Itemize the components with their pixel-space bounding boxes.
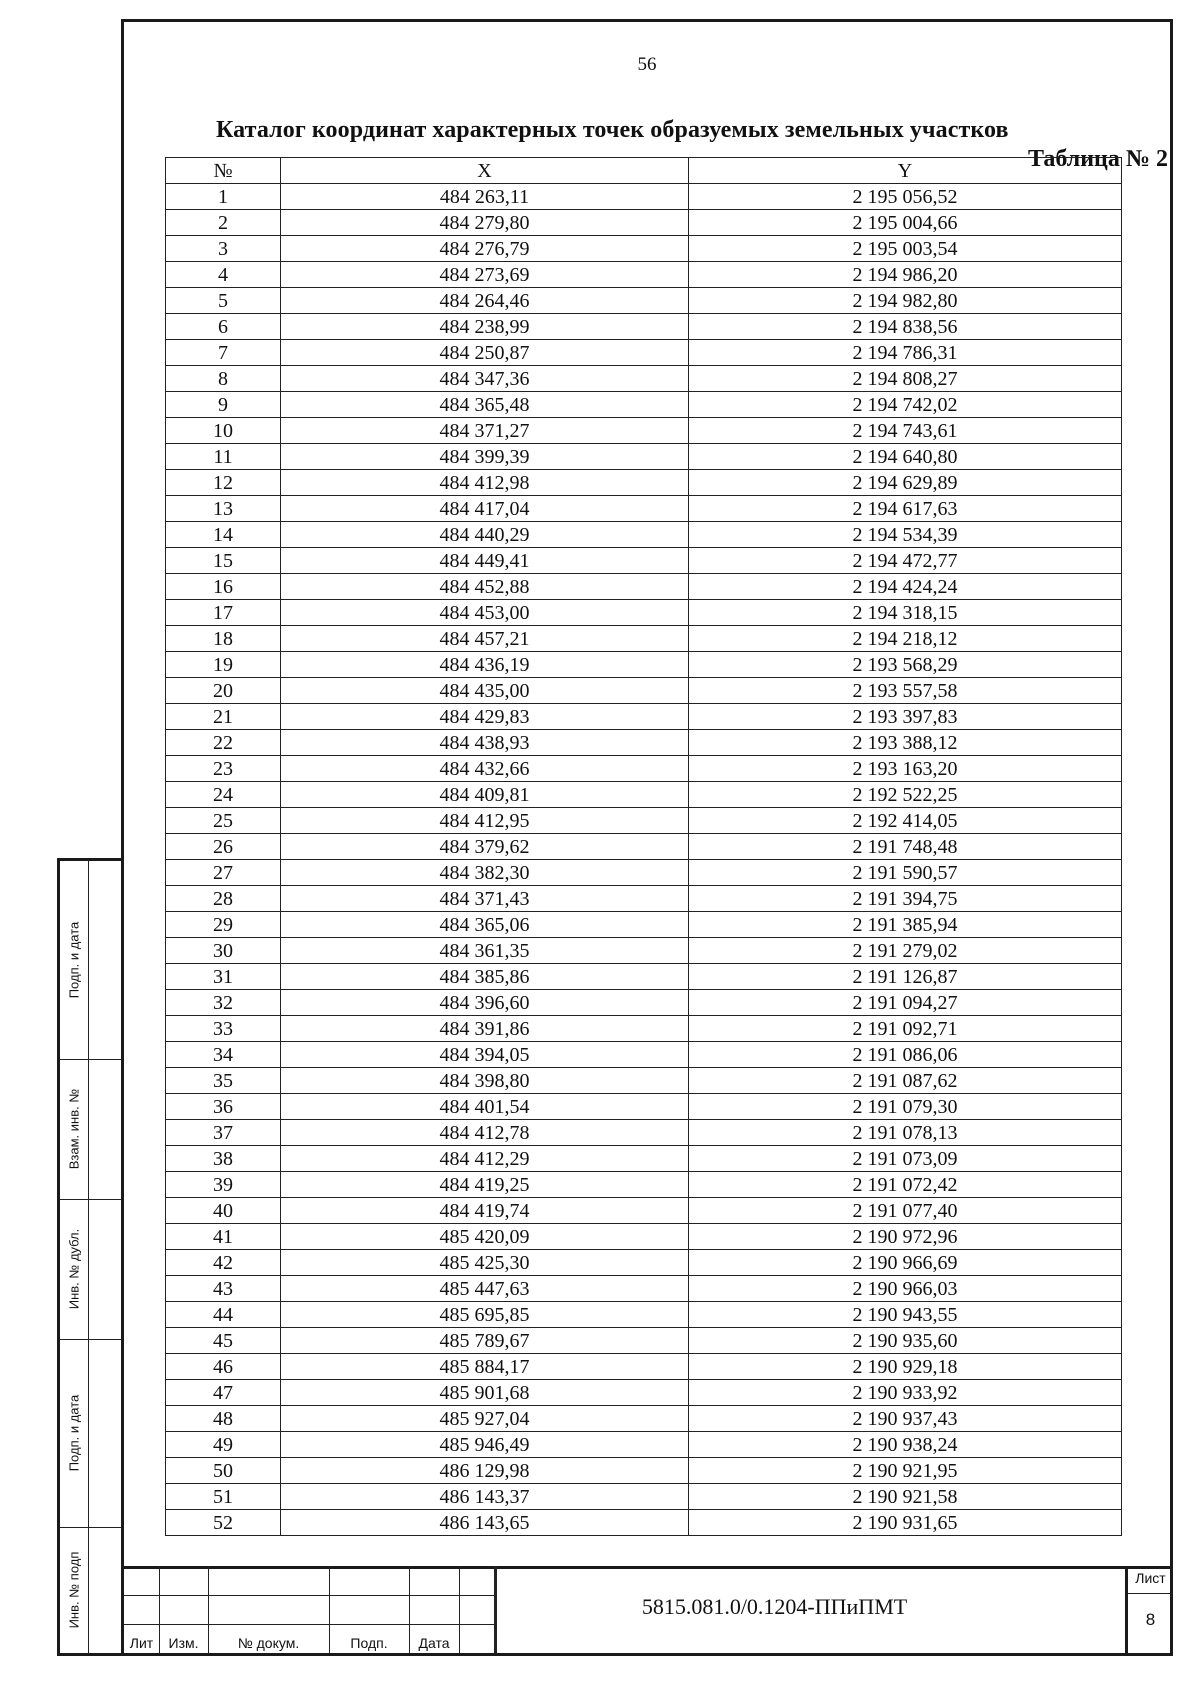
table-row	[166, 834, 1122, 860]
cell-y: 2 192 414,05	[689, 808, 1122, 834]
table-row	[166, 262, 1122, 288]
cell-y: 2 190 943,55	[689, 1302, 1122, 1328]
table-row	[166, 236, 1122, 262]
cell-x: 484 432,66	[281, 756, 689, 782]
side-label-sign-date-1: Подп. и дата	[66, 921, 82, 999]
cell-number: 41	[166, 1224, 281, 1250]
cell-number: 33	[166, 1016, 281, 1042]
table-header-row	[166, 158, 1122, 184]
cell-number: 31	[166, 964, 281, 990]
title-block	[124, 1566, 1170, 1653]
side-label-dup-inv: Инв. № дубл.	[66, 1228, 82, 1310]
cell-y: 2 190 938,24	[689, 1432, 1122, 1458]
side-label-original-inv: Инв. № подп	[66, 1551, 82, 1629]
cell-y: 2 194 617,63	[689, 496, 1122, 522]
header-number: №	[166, 158, 281, 184]
cell-x: 484 382,30	[281, 860, 689, 886]
table-row	[166, 912, 1122, 938]
cell-y: 2 190 937,43	[689, 1406, 1122, 1432]
stamp-col-signature: Подп.	[350, 1635, 388, 1651]
cell-number: 13	[166, 496, 281, 522]
cell-number: 51	[166, 1484, 281, 1510]
table-row	[166, 938, 1122, 964]
table-row	[166, 1146, 1122, 1172]
cell-y: 2 194 838,56	[689, 314, 1122, 340]
cell-x: 486 143,37	[281, 1484, 689, 1510]
cell-number: 36	[166, 1094, 281, 1120]
cell-x: 484 419,25	[281, 1172, 689, 1198]
cell-x: 484 379,62	[281, 834, 689, 860]
cell-y: 2 191 072,42	[689, 1172, 1122, 1198]
cell-y: 2 193 163,20	[689, 756, 1122, 782]
cell-x: 484 279,80	[281, 210, 689, 236]
cell-x: 485 695,85	[281, 1302, 689, 1328]
cell-number: 18	[166, 626, 281, 652]
cell-y: 2 191 590,57	[689, 860, 1122, 886]
cell-x: 485 927,04	[281, 1406, 689, 1432]
cell-number: 45	[166, 1328, 281, 1354]
cell-number: 11	[166, 444, 281, 470]
cell-y: 2 193 397,83	[689, 704, 1122, 730]
cell-number: 4	[166, 262, 281, 288]
document-title: Каталог координат характерных точек образуемых земельных участков	[216, 117, 1009, 143]
cell-number: 26	[166, 834, 281, 860]
cell-y: 2 191 126,87	[689, 964, 1122, 990]
cell-y: 2 193 557,58	[689, 678, 1122, 704]
cell-number: 22	[166, 730, 281, 756]
left-margin-strip	[57, 858, 121, 1656]
table-row	[166, 1120, 1122, 1146]
cell-y: 2 192 522,25	[689, 782, 1122, 808]
cell-y: 2 194 808,27	[689, 366, 1122, 392]
header-x: X	[281, 158, 689, 184]
cell-number: 9	[166, 392, 281, 418]
cell-x: 484 401,54	[281, 1094, 689, 1120]
sheet-number: 8	[1145, 1610, 1156, 1629]
cell-y: 2 190 966,69	[689, 1250, 1122, 1276]
cell-x: 484 394,05	[281, 1042, 689, 1068]
table-row	[166, 1172, 1122, 1198]
cell-x: 484 412,78	[281, 1120, 689, 1146]
stamp-col-lit: Лит	[129, 1635, 154, 1651]
stamp-col-date: Дата	[418, 1635, 450, 1651]
cell-number: 35	[166, 1068, 281, 1094]
cell-x: 484 391,86	[281, 1016, 689, 1042]
stamp-col-doc-number: № докум.	[237, 1635, 300, 1651]
cell-y: 2 193 568,29	[689, 652, 1122, 678]
cell-y: 2 191 385,94	[689, 912, 1122, 938]
cell-y: 2 195 004,66	[689, 210, 1122, 236]
cell-x: 484 396,60	[281, 990, 689, 1016]
cell-x: 484 365,06	[281, 912, 689, 938]
cell-x: 484 435,00	[281, 678, 689, 704]
table-row	[166, 1484, 1122, 1510]
cell-number: 21	[166, 704, 281, 730]
cell-x: 485 884,17	[281, 1354, 689, 1380]
cell-x: 484 449,41	[281, 548, 689, 574]
cell-number: 2	[166, 210, 281, 236]
table-row	[166, 1458, 1122, 1484]
cell-number: 7	[166, 340, 281, 366]
cell-y: 2 191 094,27	[689, 990, 1122, 1016]
table-row	[166, 1224, 1122, 1250]
cell-y: 2 190 933,92	[689, 1380, 1122, 1406]
table-row	[166, 1380, 1122, 1406]
cell-y: 2 191 079,30	[689, 1094, 1122, 1120]
cell-x: 484 398,80	[281, 1068, 689, 1094]
cell-y: 2 190 935,60	[689, 1328, 1122, 1354]
cell-number: 47	[166, 1380, 281, 1406]
cell-x: 484 276,79	[281, 236, 689, 262]
table-row	[166, 444, 1122, 470]
cell-number: 52	[166, 1510, 281, 1536]
cell-y: 2 191 394,75	[689, 886, 1122, 912]
cell-number: 48	[166, 1406, 281, 1432]
table-row	[166, 1042, 1122, 1068]
table-row	[166, 704, 1122, 730]
cell-number: 25	[166, 808, 281, 834]
cell-x: 484 453,00	[281, 600, 689, 626]
cell-y: 2 191 087,62	[689, 1068, 1122, 1094]
cell-number: 1	[166, 184, 281, 210]
cell-x: 484 440,29	[281, 522, 689, 548]
cell-y: 2 191 077,40	[689, 1198, 1122, 1224]
cell-number: 42	[166, 1250, 281, 1276]
table-row	[166, 1302, 1122, 1328]
cell-y: 2 194 742,02	[689, 392, 1122, 418]
cell-y: 2 190 929,18	[689, 1354, 1122, 1380]
table-row	[166, 756, 1122, 782]
cell-y: 2 194 986,20	[689, 262, 1122, 288]
coordinates-table	[165, 157, 1122, 1536]
table-row	[166, 366, 1122, 392]
cell-y: 2 190 931,65	[689, 1510, 1122, 1536]
cell-y: 2 191 748,48	[689, 834, 1122, 860]
cell-y: 2 191 092,71	[689, 1016, 1122, 1042]
side-label-replaced-inv: Взам. инв. №	[66, 1088, 82, 1170]
table-row	[166, 184, 1122, 210]
cell-y: 2 193 388,12	[689, 730, 1122, 756]
cell-number: 24	[166, 782, 281, 808]
cell-y: 2 194 786,31	[689, 340, 1122, 366]
cell-number: 49	[166, 1432, 281, 1458]
cell-number: 19	[166, 652, 281, 678]
title-block-grid	[124, 1566, 494, 1653]
table-row	[166, 210, 1122, 236]
cell-number: 40	[166, 1198, 281, 1224]
cell-x: 484 412,29	[281, 1146, 689, 1172]
cell-number: 28	[166, 886, 281, 912]
cell-number: 50	[166, 1458, 281, 1484]
cell-number: 30	[166, 938, 281, 964]
table-row	[166, 1354, 1122, 1380]
table-row	[166, 652, 1122, 678]
cell-number: 12	[166, 470, 281, 496]
cell-number: 43	[166, 1276, 281, 1302]
cell-number: 3	[166, 236, 281, 262]
side-label-sign-date-2: Подп. и дата	[66, 1394, 82, 1472]
cell-y: 2 194 743,61	[689, 418, 1122, 444]
cell-x: 486 129,98	[281, 1458, 689, 1484]
cell-number: 46	[166, 1354, 281, 1380]
table-row	[166, 678, 1122, 704]
page-number: 56	[637, 54, 657, 75]
cell-x: 485 946,49	[281, 1432, 689, 1458]
cell-x: 484 273,69	[281, 262, 689, 288]
cell-x: 484 452,88	[281, 574, 689, 600]
cell-x: 486 143,65	[281, 1510, 689, 1536]
cell-number: 38	[166, 1146, 281, 1172]
table-row	[166, 990, 1122, 1016]
table-row	[166, 1510, 1122, 1536]
table-row	[166, 418, 1122, 444]
cell-x: 484 371,27	[281, 418, 689, 444]
table-row	[166, 626, 1122, 652]
cell-y: 2 191 073,09	[689, 1146, 1122, 1172]
cell-y: 2 194 982,80	[689, 288, 1122, 314]
cell-y: 2 194 629,89	[689, 470, 1122, 496]
table-row	[166, 886, 1122, 912]
cell-x: 484 361,35	[281, 938, 689, 964]
cell-x: 484 263,11	[281, 184, 689, 210]
cell-x: 485 447,63	[281, 1276, 689, 1302]
header-y: Y	[689, 158, 1122, 184]
cell-number: 32	[166, 990, 281, 1016]
cell-y: 2 190 966,03	[689, 1276, 1122, 1302]
cell-number: 14	[166, 522, 281, 548]
cell-y: 2 191 086,06	[689, 1042, 1122, 1068]
cell-x: 484 238,99	[281, 314, 689, 340]
cell-number: 6	[166, 314, 281, 340]
document-frame	[121, 19, 1173, 1656]
table-row	[166, 1276, 1122, 1302]
table-row	[166, 288, 1122, 314]
cell-y: 2 194 318,15	[689, 600, 1122, 626]
cell-y: 2 191 078,13	[689, 1120, 1122, 1146]
cell-number: 8	[166, 366, 281, 392]
cell-number: 5	[166, 288, 281, 314]
cell-y: 2 194 534,39	[689, 522, 1122, 548]
cell-number: 34	[166, 1042, 281, 1068]
table-row	[166, 1094, 1122, 1120]
table-row	[166, 1016, 1122, 1042]
table-row	[166, 808, 1122, 834]
cell-number: 37	[166, 1120, 281, 1146]
cell-y: 2 191 279,02	[689, 938, 1122, 964]
cell-x: 484 347,36	[281, 366, 689, 392]
cell-x: 484 409,81	[281, 782, 689, 808]
cell-x: 484 399,39	[281, 444, 689, 470]
cell-number: 20	[166, 678, 281, 704]
table-row	[166, 1328, 1122, 1354]
table-row	[166, 1068, 1122, 1094]
table-row	[166, 730, 1122, 756]
cell-x: 485 901,68	[281, 1380, 689, 1406]
cell-x: 484 438,93	[281, 730, 689, 756]
cell-x: 484 412,98	[281, 470, 689, 496]
cell-y: 2 194 640,80	[689, 444, 1122, 470]
cell-number: 23	[166, 756, 281, 782]
cell-number: 16	[166, 574, 281, 600]
cell-x: 484 264,46	[281, 288, 689, 314]
cell-x: 484 417,04	[281, 496, 689, 522]
cell-number: 29	[166, 912, 281, 938]
cell-x: 484 436,19	[281, 652, 689, 678]
cell-x: 485 420,09	[281, 1224, 689, 1250]
cell-x: 484 412,95	[281, 808, 689, 834]
cell-number: 15	[166, 548, 281, 574]
cell-x: 484 365,48	[281, 392, 689, 418]
table-row	[166, 470, 1122, 496]
table-row	[166, 782, 1122, 808]
table-row	[166, 964, 1122, 990]
table-row	[166, 860, 1122, 886]
table-row	[166, 1406, 1122, 1432]
cell-y: 2 195 003,54	[689, 236, 1122, 262]
cell-x: 484 429,83	[281, 704, 689, 730]
table-row	[166, 496, 1122, 522]
cell-x: 484 419,74	[281, 1198, 689, 1224]
table-row	[166, 1432, 1122, 1458]
document-code: 5815.081.0/0.1204-ППиПМТ	[641, 1594, 908, 1619]
sheet-box	[1125, 1566, 1173, 1653]
cell-y: 2 194 472,77	[689, 548, 1122, 574]
cell-x: 484 250,87	[281, 340, 689, 366]
table-row	[166, 574, 1122, 600]
side-column-divider	[88, 861, 89, 1653]
cell-y: 2 190 921,58	[689, 1484, 1122, 1510]
cell-number: 39	[166, 1172, 281, 1198]
cell-number: 27	[166, 860, 281, 886]
table-row	[166, 314, 1122, 340]
cell-number: 17	[166, 600, 281, 626]
cell-y: 2 190 921,95	[689, 1458, 1122, 1484]
table-row	[166, 600, 1122, 626]
sheet-label: Лист	[1135, 1570, 1166, 1586]
cell-y: 2 194 218,12	[689, 626, 1122, 652]
cell-y: 2 190 972,96	[689, 1224, 1122, 1250]
cell-x: 485 789,67	[281, 1328, 689, 1354]
table-row	[166, 1250, 1122, 1276]
cell-x: 485 425,30	[281, 1250, 689, 1276]
table-row	[166, 522, 1122, 548]
cell-x: 484 457,21	[281, 626, 689, 652]
table-row	[166, 340, 1122, 366]
stamp-col-change: Изм.	[168, 1635, 199, 1651]
cell-y: 2 194 424,24	[689, 574, 1122, 600]
cell-x: 484 371,43	[281, 886, 689, 912]
table-label: Таблица № 2	[1027, 146, 1168, 172]
table-row	[166, 1198, 1122, 1224]
table-row	[166, 392, 1122, 418]
cell-y: 2 195 056,52	[689, 184, 1122, 210]
cell-number: 44	[166, 1302, 281, 1328]
cell-number: 10	[166, 418, 281, 444]
cell-x: 484 385,86	[281, 964, 689, 990]
table-row	[166, 548, 1122, 574]
